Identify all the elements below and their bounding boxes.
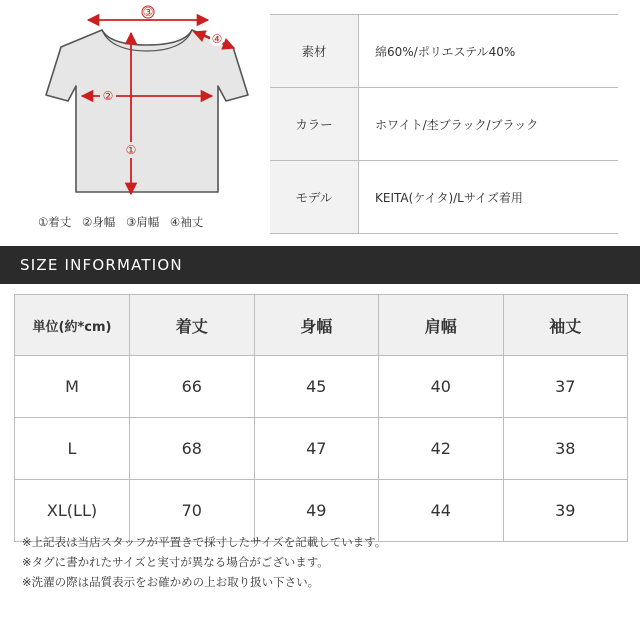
spec-label: 素材: [270, 15, 359, 88]
size-label: XL(LL): [15, 480, 130, 542]
marker-body-width: ②: [102, 89, 114, 103]
table-row: [15, 418, 628, 480]
tshirt-measurement-diagram: [18, 0, 258, 240]
note-line: ※上記表は当店スタッフが平置きで採寸したサイズを記載しています。: [22, 535, 387, 549]
size-information-header: [0, 246, 640, 284]
spec-label: カラー: [270, 88, 359, 161]
table-cell: 49: [254, 480, 379, 542]
size-notes: [22, 532, 386, 592]
section-title: SIZE INFORMATION: [20, 256, 183, 274]
spec-value: ホワイト/杢ブラック/ブラック: [359, 88, 619, 161]
legend-sleeve-length: ④袖丈: [169, 215, 204, 229]
column-header-shoulder-width: 肩幅: [379, 295, 504, 356]
table-cell: 40: [379, 356, 504, 418]
spec-value: 綿60%/ポリエステル40%: [359, 15, 619, 88]
column-header-unit: 単位(約*cm): [15, 295, 130, 356]
spec-value: KEITA(ケイタ)/Lサイズ着用: [359, 161, 619, 234]
table-cell: 70: [130, 480, 255, 542]
table-cell: 44: [379, 480, 504, 542]
note-line: ※洗濯の際は品質表示をお確かめの上お取り扱い下さい。: [22, 575, 320, 589]
column-header-body-width: 身幅: [254, 295, 379, 356]
spec-row-model: [270, 161, 618, 234]
size-table-header-row: [15, 295, 628, 356]
table-cell: 37: [503, 356, 628, 418]
measurement-legend: [38, 214, 210, 230]
product-spec-table: [270, 14, 618, 234]
legend-total-length: ①着丈: [38, 215, 72, 229]
tshirt-outline: [46, 30, 248, 192]
column-header-total-length: 着丈: [130, 295, 255, 356]
marker-total-length: ①: [125, 143, 137, 157]
table-cell: 66: [130, 356, 255, 418]
column-header-sleeve-length: 袖丈: [503, 295, 628, 356]
marker-sleeve-length: ④: [211, 32, 223, 46]
spec-row-color: [270, 88, 618, 161]
spec-label: モデル: [270, 161, 359, 234]
marker-shoulder-width: ③: [142, 5, 154, 19]
table-cell: 45: [254, 356, 379, 418]
table-row: [15, 356, 628, 418]
table-cell: 39: [503, 480, 628, 542]
size-label: L: [15, 418, 130, 480]
table-cell: 38: [503, 418, 628, 480]
spec-row-material: [270, 15, 618, 88]
tshirt-illustration: [18, 0, 258, 215]
legend-body-width: ②身幅: [81, 215, 116, 229]
table-cell: 68: [130, 418, 255, 480]
table-cell: 47: [254, 418, 379, 480]
size-table: [14, 294, 628, 542]
note-line: ※タグに書かれたサイズと実寸が異なる場合がございます。: [22, 555, 329, 569]
size-label: M: [15, 356, 130, 418]
table-cell: 42: [379, 418, 504, 480]
legend-shoulder-width: ③肩幅: [125, 215, 160, 229]
